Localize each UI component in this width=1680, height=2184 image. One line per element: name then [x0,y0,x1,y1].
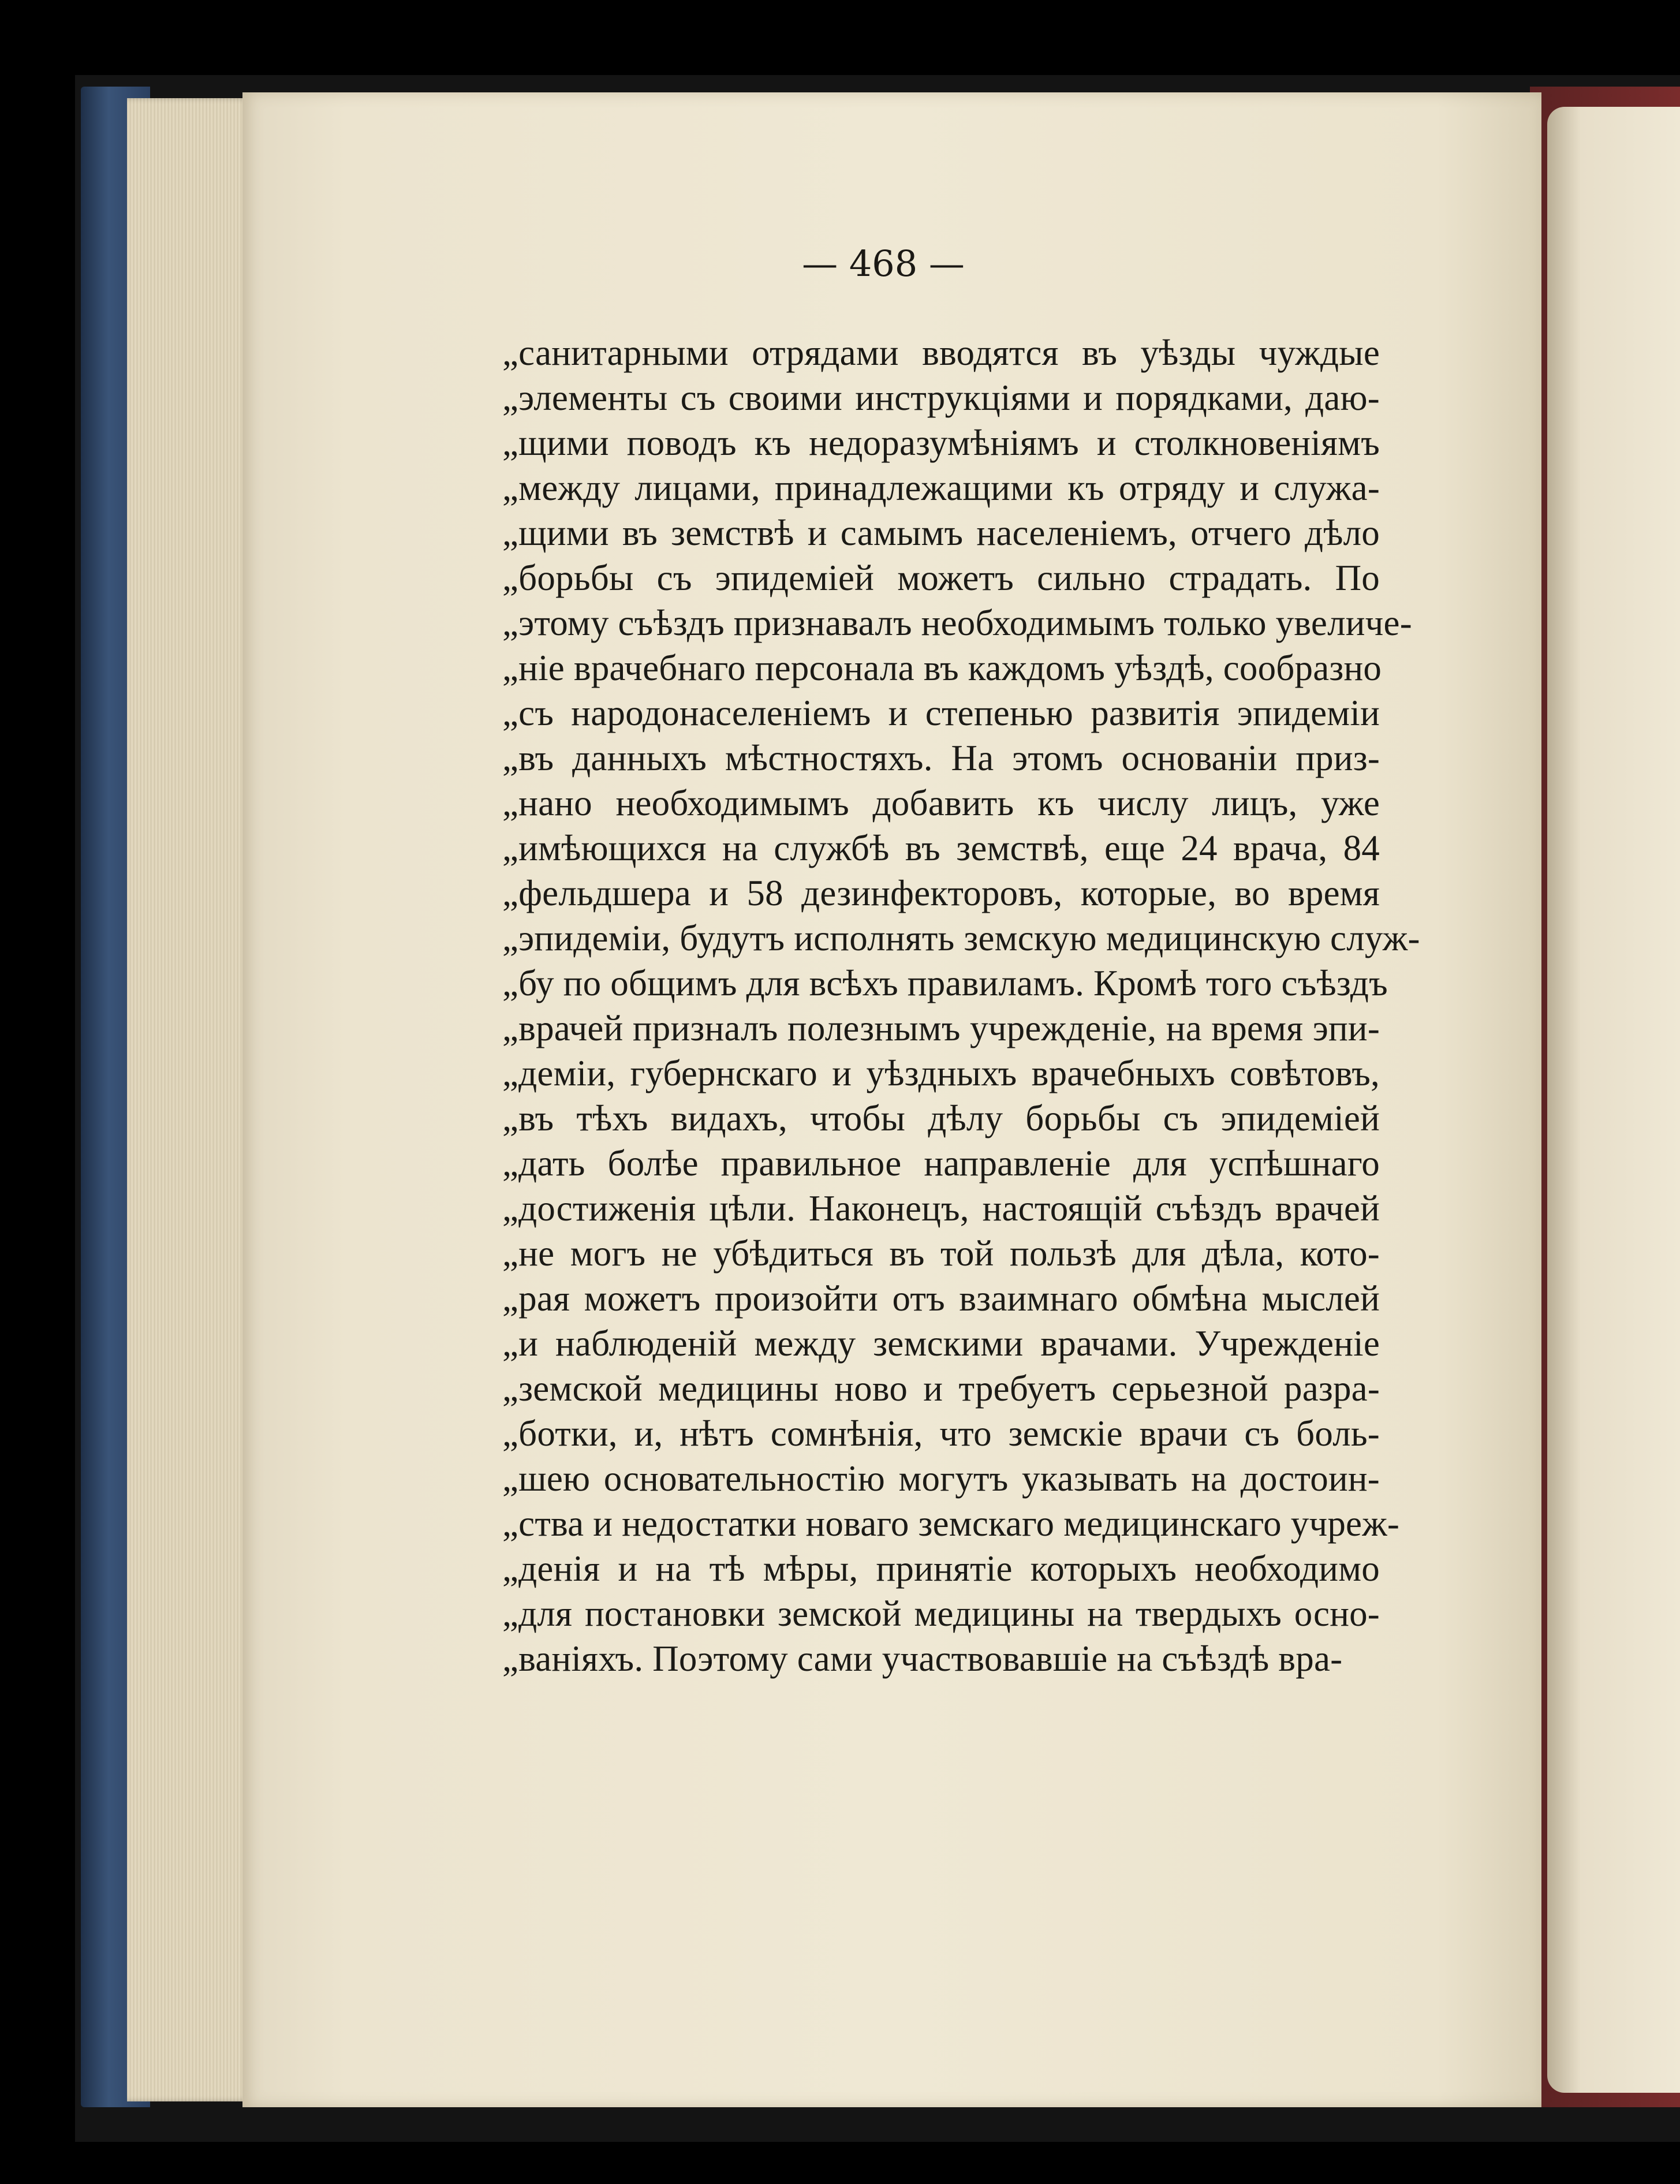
text-line: „достиженія цѣли. Наконецъ, настоящій съѣздъ врачей [502,1188,1380,1229]
text-line: „ботки, и, нѣтъ сомнѣнія, что земскіе врачи съ боль- [502,1413,1380,1454]
text-line: „съ народонаселеніемъ и степенью развитія эпидеміи [502,693,1380,733]
page-body-text [502,330,1420,1681]
text-line: „въ тѣхъ видахъ, чтобы дѣлу борьбы съ эпидеміей [502,1098,1380,1138]
text-line: „имѣющихся на службѣ въ земствѣ, еще 24 врача, 84 [502,828,1380,868]
page-number: — 468 — [802,242,965,285]
text-line: „ваніяхъ. Поэтому сами участвовавшіе на съѣздѣ вра- [502,1638,1343,1679]
text-line: „рая можетъ произойти отъ взаимнаго обмѣна мыслей [502,1278,1380,1319]
text-line: „щими поводъ къ недоразумѣніямъ и столкновеніямъ [502,423,1380,463]
text-line: „не могъ не убѣдиться въ той пользѣ для дѣла, кото- [502,1233,1380,1274]
text-line: „врачей призналъ полезнымъ учрежденіе, на время эпи- [502,1008,1380,1048]
text-line: „борьбы съ эпидеміей можетъ сильно страдать. По [502,558,1380,598]
facing-page-edge [1547,107,1680,2093]
page-edges-left [127,98,254,2101]
text-line: „деміи, губернскаго и уѣздныхъ врачебныхъ совѣтовъ, [502,1053,1380,1093]
text-line: „шею основательностію могутъ указывать на достоин- [502,1458,1380,1499]
text-line: „эпидеміи, будутъ исполнять земскую медицинскую служ- [502,918,1420,958]
text-line: „бу по общимъ для всѣхъ правиламъ. Кромѣ того съѣздъ [502,963,1388,1003]
text-line: „денія и на тѣ мѣры, принятіе которыхъ необходимо [502,1548,1380,1589]
text-line: „нано необходимымъ добавить къ числу лицъ, уже [502,783,1380,823]
text-line: „дать болѣе правильное направленіе для успѣшнаго [502,1143,1380,1184]
text-line: „въ данныхъ мѣстностяхъ. На этомъ основаніи приз- [502,738,1380,778]
text-line: „этому съѣздъ признавалъ необходимымъ только увеличе- [502,603,1412,643]
text-line: „фельдшера и 58 дезинфекторовъ, которые, во время [502,873,1380,913]
text-line: „ства и недостатки новаго земскаго медицинскаго учреж- [502,1503,1400,1544]
text-line: „и наблюденій между земскими врачами. Учрежденіе [502,1323,1380,1364]
text-line: „санитарными отрядами вводятся въ уѣзды чуждые [502,333,1380,373]
text-line: „щими въ земствѣ и самымъ населеніемъ, отчего дѣло [502,513,1380,553]
text-line: „между лицами, принадлежащими къ отряду и служа- [502,468,1380,508]
text-line: „элементы съ своими инструкціями и порядками, даю- [502,378,1380,418]
text-line: „земской медицины ново и требуетъ серьезной разра- [502,1368,1380,1409]
text-line: „для постановки земской медицины на твердыхъ осно- [502,1593,1380,1634]
text-line: „ніе врачебнаго персонала въ каждомъ уѣздѣ, сообразно [502,648,1382,688]
